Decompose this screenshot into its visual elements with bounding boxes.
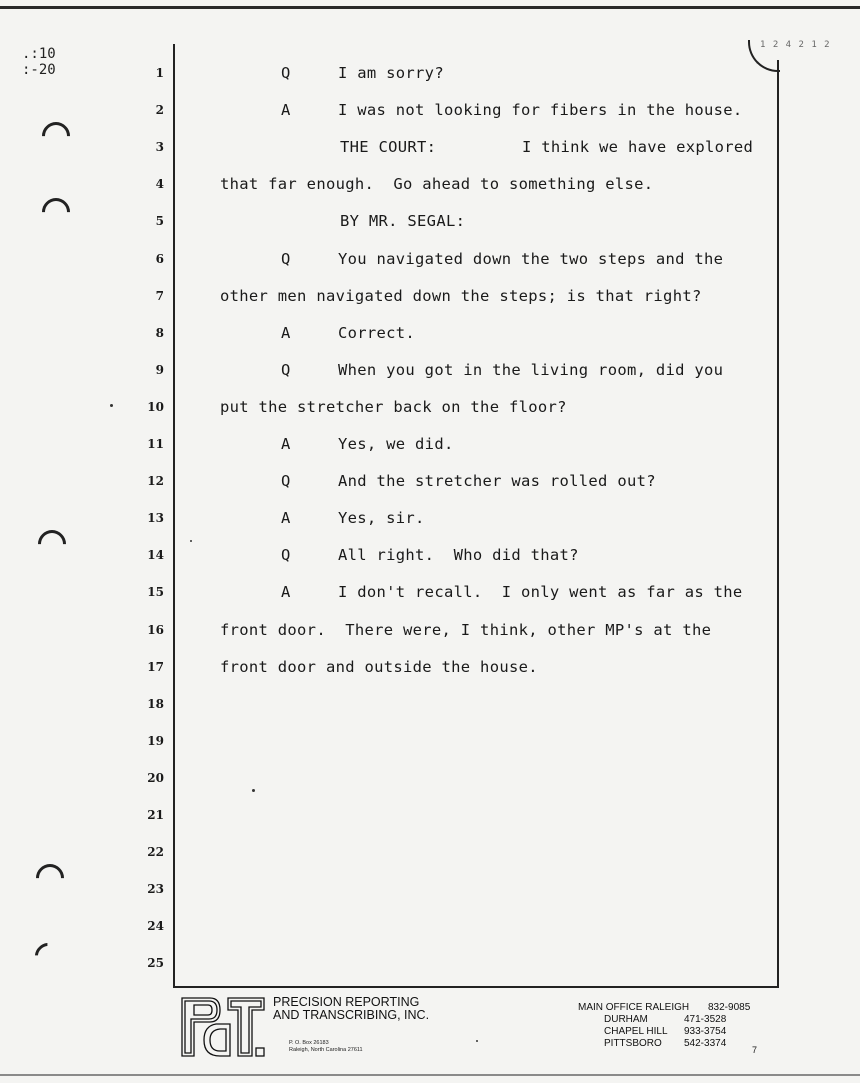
top-border-line — [0, 6, 860, 9]
testimony-text: You navigated down the two steps and the — [338, 249, 724, 268]
line-number: 15 — [147, 585, 164, 600]
company-address — [289, 1040, 363, 1054]
speaker-label: Q — [281, 249, 291, 268]
testimony-text: Yes, we did. — [338, 435, 454, 453]
page-right-rule — [777, 60, 779, 988]
line-number: 24 — [147, 919, 164, 934]
speaker-label: A — [281, 101, 291, 120]
page-bottom-rule — [173, 986, 779, 988]
office-phone: 832-9085 — [708, 1002, 751, 1013]
office-city: MAIN OFFICE RALEIGH — [578, 1002, 690, 1013]
line-number: 6 — [155, 251, 164, 266]
line-number: 2 — [155, 103, 164, 118]
bates-stamp: 1 2 4 2 1 2 — [760, 40, 831, 50]
company-logo — [180, 996, 266, 1058]
line-number: 19 — [147, 733, 164, 748]
testimony-continuation: put the stretcher back on the floor? — [220, 397, 567, 416]
testimony-text: Correct. — [338, 323, 416, 342]
line-number: 16 — [147, 622, 164, 637]
speaker-label: A — [281, 509, 291, 528]
line-number: 18 — [147, 696, 164, 711]
binder-hole-icon — [36, 116, 76, 156]
office-phone: 471-3528 — [684, 1014, 727, 1025]
line-number: 1 — [155, 66, 164, 80]
speck — [252, 789, 255, 792]
office-phone: 933-3754 — [684, 1026, 727, 1037]
speaker-label: Q — [281, 472, 291, 491]
binder-hole-icon — [30, 858, 70, 898]
testimony-text: All right. Who did that? — [338, 546, 579, 565]
page-left-rule — [173, 44, 175, 988]
line-number: 5 — [155, 214, 164, 229]
line-number: 20 — [147, 770, 164, 785]
speaker-label: Q — [281, 546, 291, 565]
office-city: DURHAM — [604, 1014, 648, 1025]
line-number: 11 — [147, 437, 164, 451]
testimony-continuation: front door and outside the house. — [220, 657, 538, 676]
speck — [110, 404, 113, 407]
testimony-text: I am sorry? — [338, 64, 444, 82]
pobox-line1: P. O. Box 26183 — [289, 1040, 329, 1046]
speaker-heading: THE COURT: — [340, 138, 437, 157]
testimony-continuation: that far enough. Go ahead to something else. — [220, 175, 654, 194]
testimony-continuation: other men navigated down the steps; is that right? — [220, 286, 702, 305]
line-number: 3 — [155, 140, 164, 155]
line-number: 8 — [155, 325, 164, 340]
line-number: 23 — [147, 882, 164, 897]
speaker-label: Q — [281, 360, 291, 379]
binder-hole-icon — [36, 192, 76, 232]
testimony-text: And the stretcher was rolled out? — [338, 472, 656, 491]
testimony-text: When you got in the living room, did you — [338, 360, 724, 379]
speaker-label: A — [281, 583, 291, 602]
line-number: 14 — [147, 548, 164, 563]
testimony-continuation: front door. There were, I think, other MP's at the — [220, 620, 712, 639]
speaker-heading: BY MR. SEGAL: — [340, 212, 466, 231]
line-number: 9 — [155, 362, 164, 377]
line-number: 13 — [147, 511, 164, 526]
line-number: 21 — [147, 808, 164, 822]
speaker-label: A — [281, 435, 291, 453]
line-number: 7 — [155, 288, 164, 303]
binder-hole-icon — [30, 938, 61, 969]
speaker-label: A — [281, 323, 291, 342]
margin-note-line2: :-20 — [22, 62, 56, 78]
company-name-line2: AND TRANSCRIBING, INC. — [273, 1008, 430, 1022]
speck — [476, 1040, 478, 1042]
line-number: 25 — [147, 956, 164, 971]
speck — [190, 540, 192, 542]
line-number: 22 — [147, 845, 164, 860]
office-phone: 542-3374 — [684, 1038, 727, 1049]
testimony-text: I was not looking for fibers in the house. — [338, 101, 743, 120]
testimony-text: I think we have explored — [522, 138, 754, 157]
margin-note-line1: .:10 — [22, 46, 56, 62]
binder-hole-icon — [32, 524, 72, 564]
testimony-text: Yes, sir. — [338, 509, 425, 528]
office-city: CHAPEL HILL — [604, 1026, 668, 1037]
line-number: 4 — [155, 177, 164, 192]
line-number: 12 — [147, 474, 164, 489]
company-name-line1: PRECISION REPORTING — [273, 995, 420, 1009]
page-mark: 7 — [752, 1045, 758, 1055]
office-city: PITTSBORO — [604, 1038, 662, 1049]
speaker-label: Q — [281, 64, 291, 82]
pobox-line2: Raleigh, North Carolina 27611 — [289, 1047, 363, 1053]
testimony-text: I don't recall. I only went as far as the — [338, 583, 743, 602]
bottom-border-line — [0, 1074, 860, 1076]
line-number: 17 — [147, 659, 164, 674]
line-number: 10 — [147, 399, 164, 414]
company-name — [273, 996, 429, 1022]
